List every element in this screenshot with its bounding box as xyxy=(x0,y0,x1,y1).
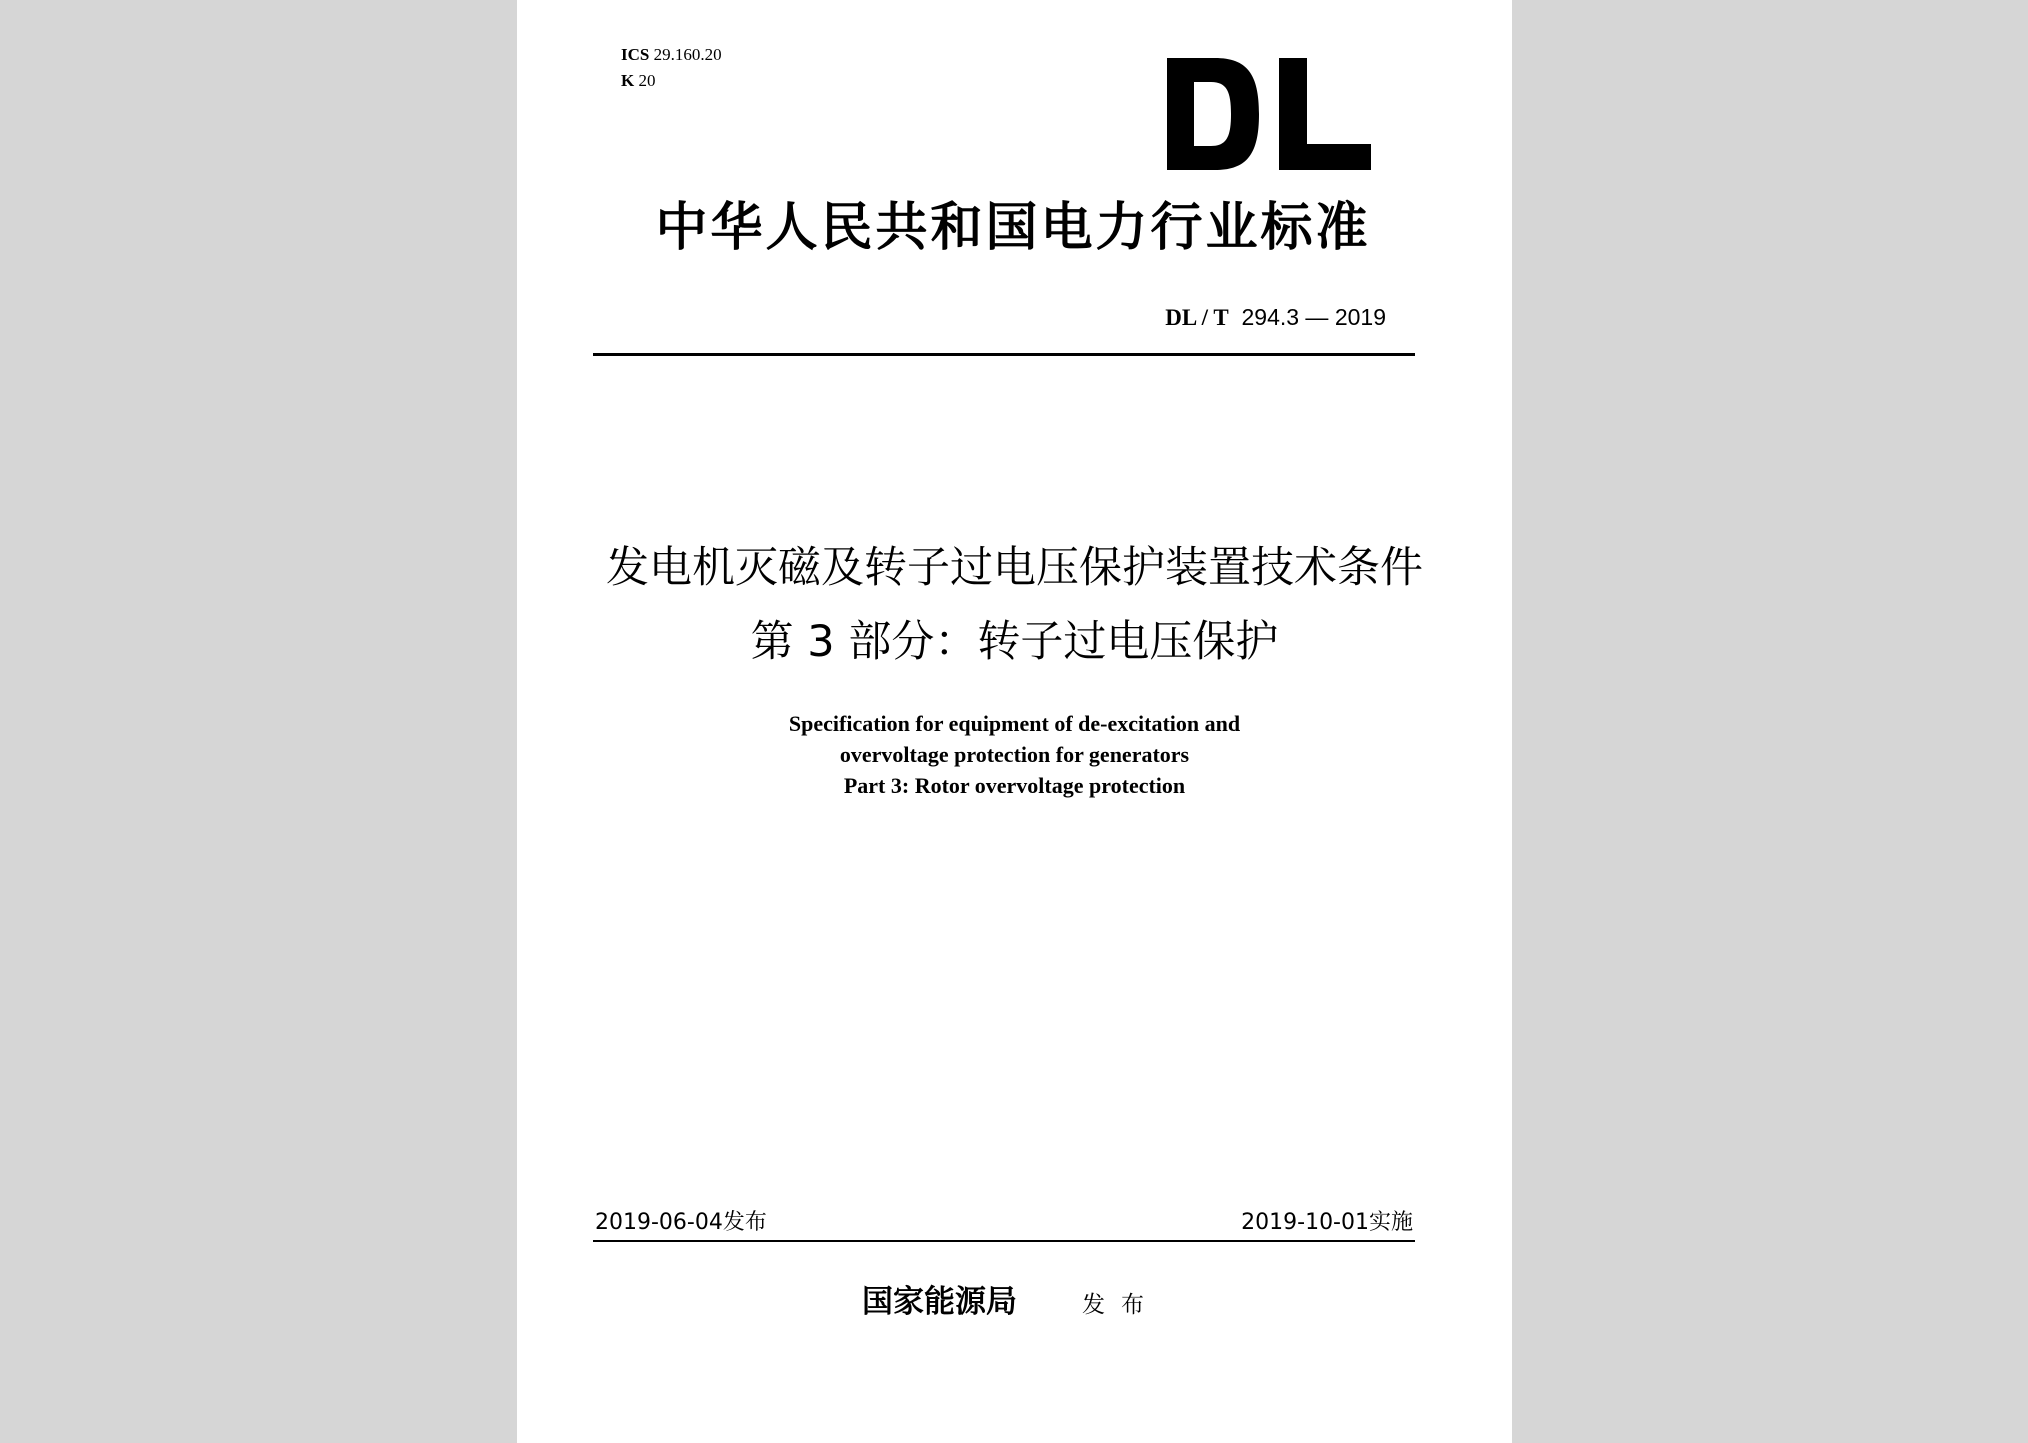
publish-date: 2019-06-04发布 xyxy=(595,1210,767,1235)
date-bar xyxy=(593,1206,1415,1242)
standard-number xyxy=(1165,302,1386,333)
standard-number-value: 294.3 — 2019 xyxy=(1241,304,1386,330)
standard-number-prefix: DL / T xyxy=(1165,305,1229,330)
title-en-line1: Specification for equipment of de-excitation and xyxy=(788,711,1241,736)
issue-action: 发布 xyxy=(1082,1292,1160,1318)
title-en-line2: overvoltage protection for generators xyxy=(839,742,1190,767)
class-code: K 20 xyxy=(621,71,656,90)
standard-organization: 中华人民共和国电力行业标准 xyxy=(655,198,1371,258)
dl-logo xyxy=(1167,58,1371,170)
ics-code: ICS 29.160.20 xyxy=(621,45,722,64)
title-cn-line1: 发电机灭磁及转子过电压保护装置技术条件 xyxy=(606,543,1423,593)
implementation-date: 2019-10-01实施 xyxy=(1241,1210,1413,1235)
title-en-line3: Part 3: Rotor overvoltage protection xyxy=(843,773,1186,798)
classification-codes xyxy=(621,42,722,94)
title-en xyxy=(557,708,1472,801)
header-rule xyxy=(593,353,1415,356)
document-page xyxy=(517,0,1512,1443)
title-cn-line2: 第 3 部分：转子过电压保护 xyxy=(750,617,1279,667)
issuer-name: 国家能源局 xyxy=(862,1284,1017,1320)
